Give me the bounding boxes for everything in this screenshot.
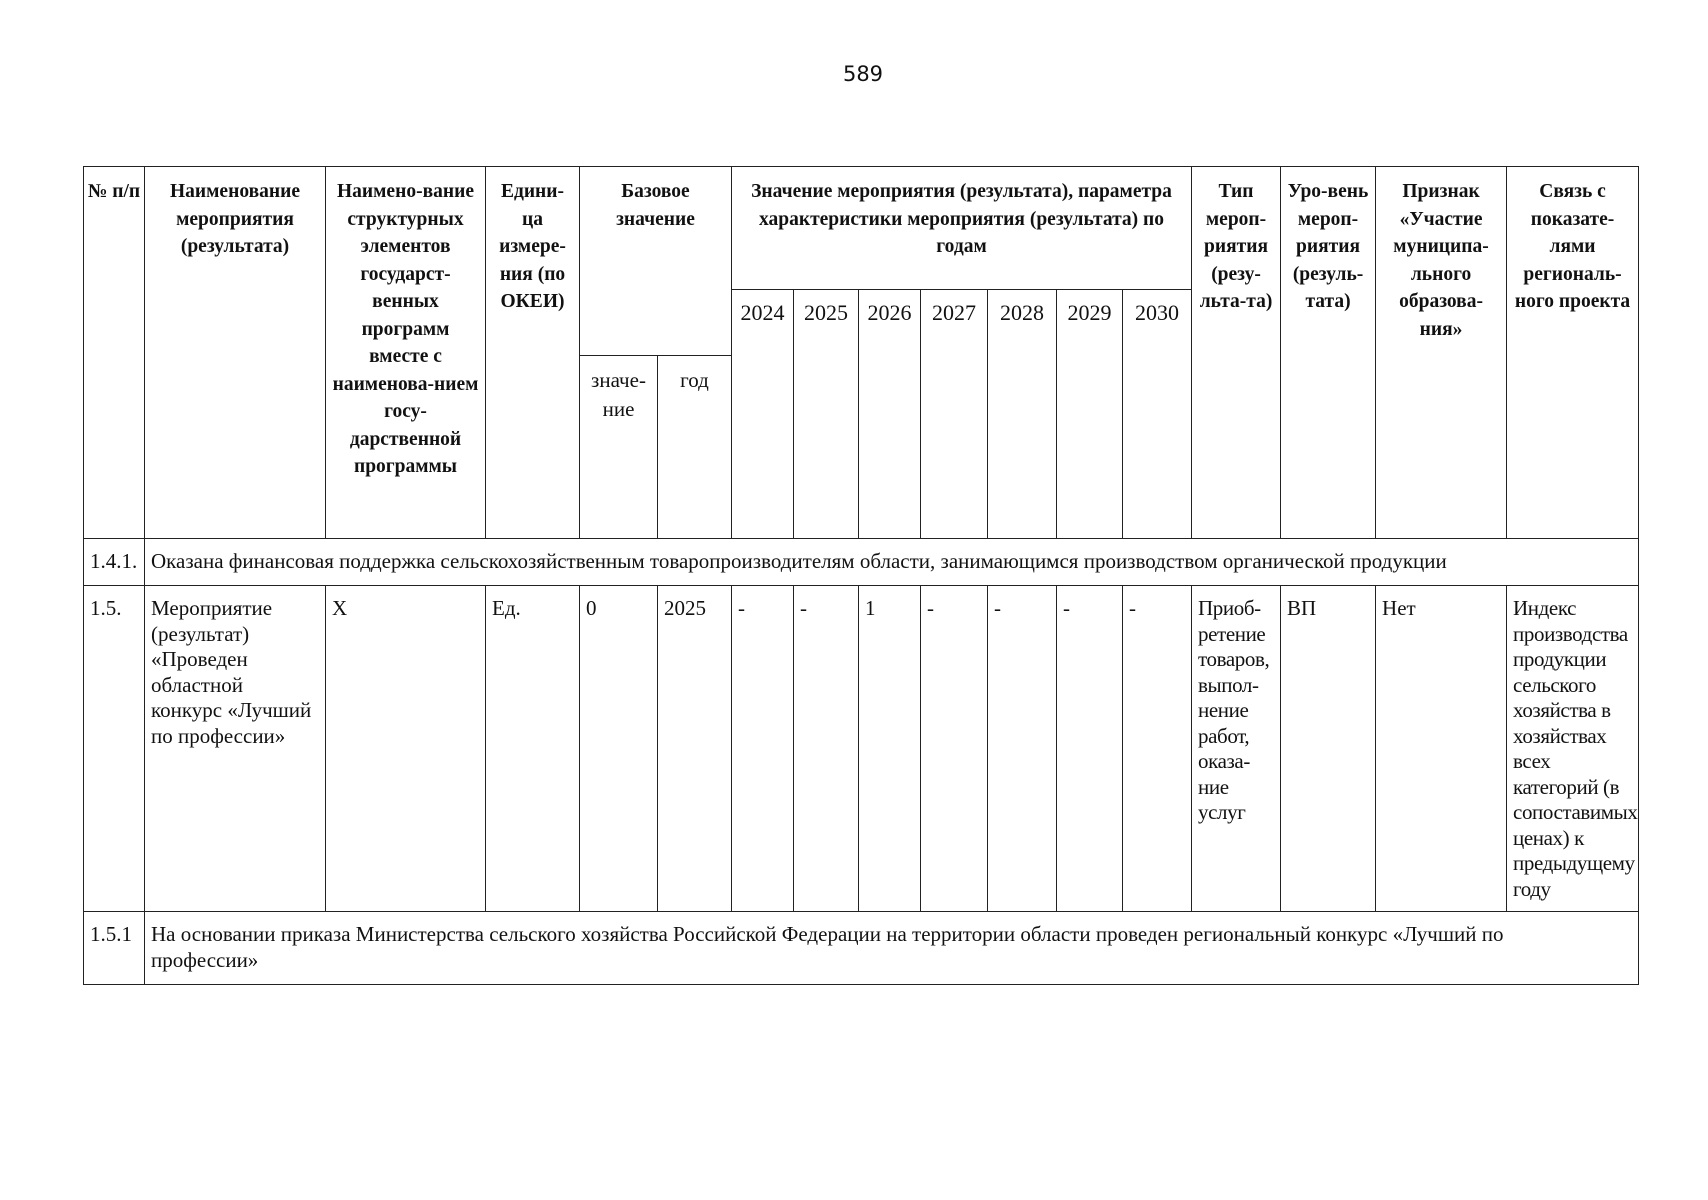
- header-year-2024: 2024: [732, 290, 794, 539]
- row-1-5-type: Приоб-ретение товаров, выпол-нение работ, оказа-ние услуг: [1192, 586, 1281, 912]
- header-year-2025: 2025: [794, 290, 859, 539]
- header-year-2027: 2027: [921, 290, 988, 539]
- row-1-5-base-value: 0: [580, 586, 658, 912]
- row-1-5-1-num: 1.5.1: [84, 912, 145, 985]
- row-1-5-value-2028: -: [988, 586, 1057, 912]
- row-1-4-1-num: 1.4.1.: [84, 539, 145, 586]
- table-row: [84, 586, 1639, 912]
- header-base-year: год: [658, 356, 732, 539]
- row-1-5-value-2025: -: [794, 586, 859, 912]
- table-header: [84, 167, 1639, 539]
- row-1-5-structural: Х: [326, 586, 486, 912]
- row-1-5-value-2027: -: [921, 586, 988, 912]
- header-unit: Едини-ца измере-ния (по ОКЕИ): [486, 167, 580, 539]
- header-municipal: Признак «Участие муниципа-льного образова-ния»: [1376, 167, 1507, 539]
- header-year-2030: 2030: [1123, 290, 1192, 539]
- header-num: № п/п: [84, 167, 145, 539]
- table-row: [84, 912, 1639, 985]
- header-values-by-year: Значение мероприятия (результата), параметра характеристики мероприятия (результата) по годам: [732, 167, 1192, 290]
- header-structural: Наимено-вание структурных элементов государст-венных программ вместе с наименова-нием госу-дарственной программы: [326, 167, 486, 539]
- table-row: [84, 539, 1639, 586]
- row-1-5-value-2030: -: [1123, 586, 1192, 912]
- row-1-5-unit: Ед.: [486, 586, 580, 912]
- header-year-2026: 2026: [859, 290, 921, 539]
- row-1-5-value-2024: -: [732, 586, 794, 912]
- header-type: Тип мероп-риятия (резу-льта-та): [1192, 167, 1281, 539]
- row-1-5-base-year: 2025: [658, 586, 732, 912]
- row-1-5-value-2026: 1: [859, 586, 921, 912]
- header-level: Уро-вень мероп-риятия (резуль-тата): [1281, 167, 1376, 539]
- row-1-5-link: Индекс производства продукции сельского хозяйства в хозяйствах всех категорий (в сопоставимых ценах) к предыдущему году: [1507, 586, 1639, 912]
- header-year-2028: 2028: [988, 290, 1057, 539]
- row-1-5-value-2029: -: [1057, 586, 1123, 912]
- header-base: Базовое значение: [580, 167, 732, 356]
- row-1-5-name: Мероприятие (результат) «Проведен областной конкурс «Лучший по профессии»: [145, 586, 326, 912]
- page-number: 589: [842, 62, 884, 86]
- header-base-value: значе-ние: [580, 356, 658, 539]
- header-name: Наименование мероприятия (результата): [145, 167, 326, 539]
- row-1-4-1-text: Оказана финансовая поддержка сельскохозяйственным товаропроизводителям области, занимающимся производством органической продукции: [145, 539, 1639, 586]
- table-body: [84, 539, 1639, 985]
- header-link: Связь с показате-лями региональ-ного проекта: [1507, 167, 1639, 539]
- row-1-5-1-text: На основании приказа Министерства сельского хозяйства Российской Федерации на территории области проведен региональный конкурс «Лучший по профессии»: [145, 912, 1639, 985]
- indicator-table: [83, 166, 1639, 985]
- header-year-2029: 2029: [1057, 290, 1123, 539]
- row-1-5-level: ВП: [1281, 586, 1376, 912]
- row-1-5-num: 1.5.: [84, 586, 145, 912]
- row-1-5-municipal: Нет: [1376, 586, 1507, 912]
